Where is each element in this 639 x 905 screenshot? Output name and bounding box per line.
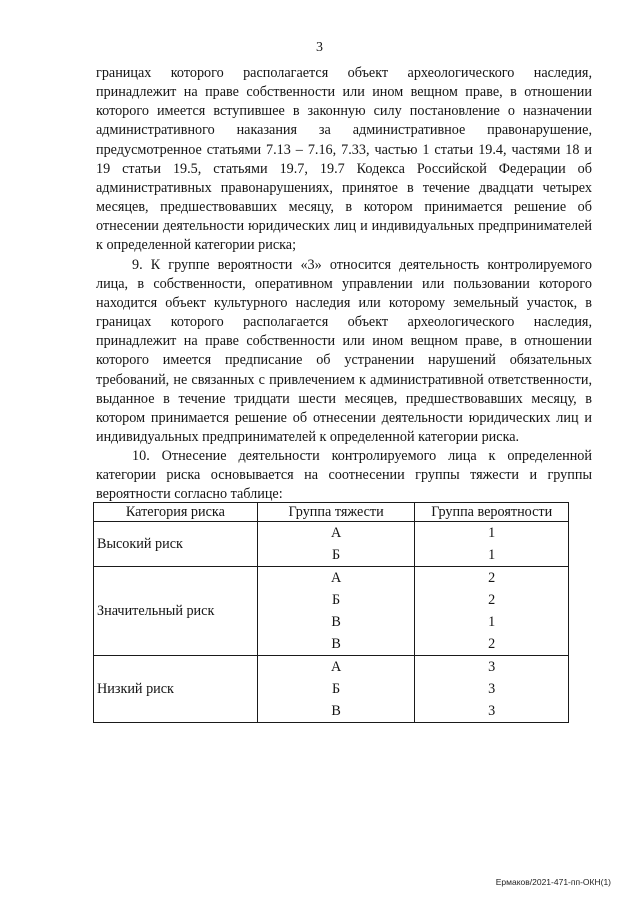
severity-cell: Б: [257, 678, 415, 700]
table-row: [94, 567, 569, 590]
probability-cell: 2: [415, 633, 569, 656]
paragraph-continuation: границах которого располагается объект археологического наследия, принадлежит на праве собственности или ином вещном праве, в отношении которого имеется вступившее в законную силу постановление о назначении административного наказания за административное правонарушение, предусмотренное статьями 7.13 – 7.16, 7.33, частью 1 статьи 19.4, частями 18 и 19 статьи 19.5, статьями 19.7, 19.7 Кодекса Российской Федерации об административных правонарушениях, принятое в течение двадцати четырех месяцев, предшествовавших месяцу, в котором принимается решение об отнесении деятельности юридических лиц и индивидуальных предпринимателей к определенной категории риска;: [96, 65, 592, 254]
severity-cell: А: [257, 522, 415, 545]
risk-category-cell: Низкий риск: [94, 656, 258, 723]
paragraph-item-10: 10. Отнесение деятельности контролируемого лица к определенной категории риска основывается на соотнесении группы тяжести и группы вероятности согласно таблице:: [96, 448, 592, 503]
header-probability-group: Группа вероятности: [415, 503, 569, 522]
document-footer-reference: Ермаков/2021-471-пп-ОКН(1): [495, 877, 611, 887]
risk-category-cell: Высокий риск: [94, 522, 258, 567]
severity-cell: В: [257, 633, 415, 656]
severity-cell: Б: [257, 589, 415, 611]
probability-cell: 3: [415, 656, 569, 679]
probability-cell: 3: [415, 700, 569, 723]
probability-cell: 1: [415, 522, 569, 545]
probability-cell: 2: [415, 589, 569, 611]
page-number: 3: [316, 40, 323, 55]
header-severity-group: Группа тяжести: [257, 503, 415, 522]
severity-cell: А: [257, 656, 415, 679]
probability-cell: 3: [415, 678, 569, 700]
severity-cell: В: [257, 611, 415, 633]
header-risk-category: Категория риска: [94, 503, 258, 522]
table-header-row: [94, 503, 569, 522]
severity-cell: Б: [257, 544, 415, 567]
severity-cell: А: [257, 567, 415, 590]
body-text: [96, 64, 592, 505]
severity-cell: В: [257, 700, 415, 723]
probability-cell: 2: [415, 567, 569, 590]
risk-category-cell: Значительный риск: [94, 567, 258, 656]
table-row: [94, 522, 569, 545]
probability-cell: 1: [415, 544, 569, 567]
table-row: [94, 656, 569, 679]
probability-cell: 1: [415, 611, 569, 633]
risk-category-table: [93, 502, 569, 723]
paragraph-item-9: 9. К группе вероятности «3» относится деятельность контролируемого лица, в собственности, оперативном управлении или пользовании которого находится объект культурного наследия или которому земельный участок, в границах которого располагается объект археологического наследия, принадлежит на праве собственности или ином вещном праве, в отношении которого имеется предписание об устранении нарушений обязательных требований, не связанных с привлечением к административной ответственности, выданное в течение тридцати шести месяцев, предшествовавших месяцу, в котором принимается решение об отнесении деятельности юридических лиц и индивидуальных предпринимателей к определенной категории риска.: [96, 256, 592, 445]
